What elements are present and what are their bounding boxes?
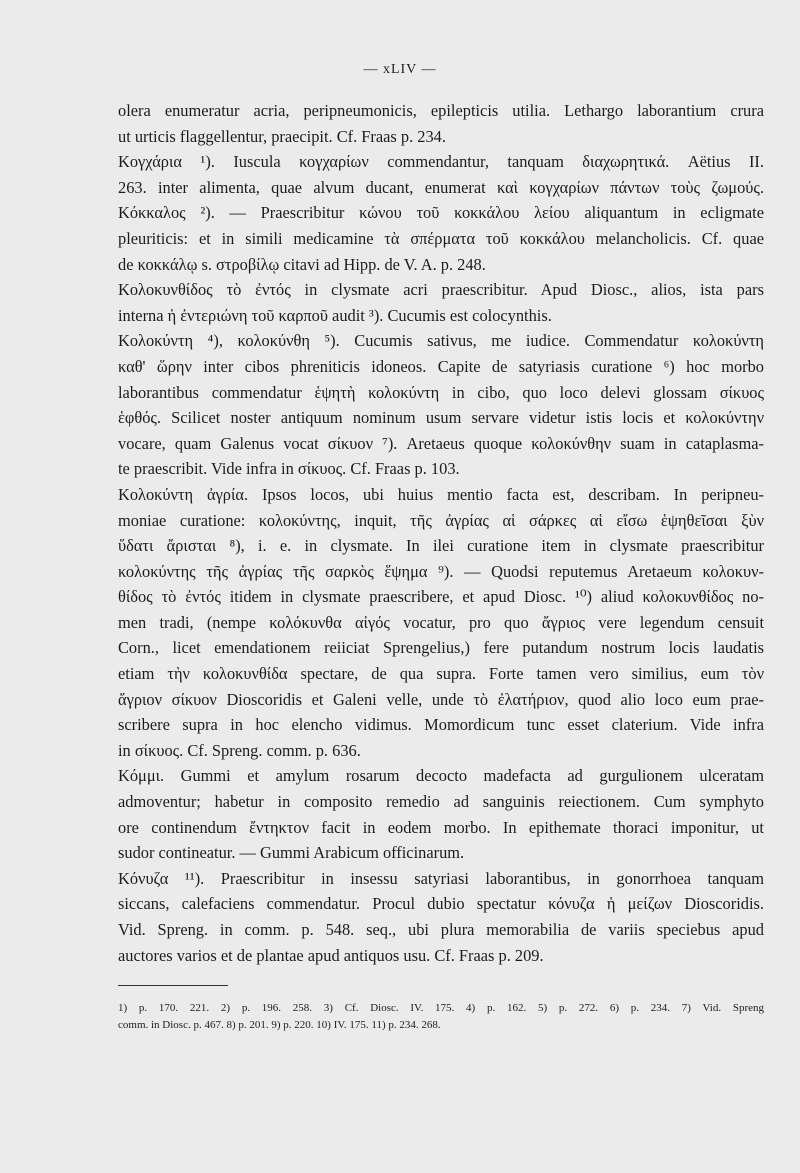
text-line: Κόμμι. Gummi et amylum rosarum decocto madefacta ad gurgulionem ulceratam bbox=[118, 766, 764, 786]
text-line: Corn., licet emendationem reiiciat Sprengelius,) fere putandum nostrum locis laudatis bbox=[118, 638, 764, 658]
text-line: 263. inter alimenta, quae alvum ducant, enumerat καὶ κογχαρίων πάντων τοὺς ζωμούς. bbox=[118, 177, 764, 197]
text-line: Κογχάρια ¹). Iuscula κογχαρίων commendantur, tanquam διαχωρητικά. Aëtius II. bbox=[118, 152, 764, 172]
text-line: καθ' ὥρην inter cibos phreniticis idoneos. Capite de satyriasis curatione ⁶) hoc morbo bbox=[118, 356, 764, 376]
text-line: moniae curatione: κολοκύντης, inquit, τῆς ἀγρίας αἱ σάρκες αἱ εἴσω ἑψηθεῖσαι ξὺν bbox=[118, 510, 764, 530]
text-line: θίδος τὸ ἐντός itidem in clysmate praescribere, et apud Diosc. ¹⁰) aliud κολοκυνθίδος no- bbox=[118, 587, 764, 607]
text-line: auctores varios et de plantae apud antiquos usu. Cf. Fraas p. 209. bbox=[118, 945, 544, 965]
text-line: ἄγριον σίκυον Dioscoridis et Galeni velle, unde τὸ ἐλατήριον, quod alio loco eum prae- bbox=[118, 689, 764, 709]
text-line: pleuriticis: et in simili medicamine τὰ σπέρματα τοῦ κοκκάλου melancholicis. Cf. quae bbox=[118, 228, 764, 248]
footnote-line: 1) p. 170. 221. 2) p. 196. 258. 3) Cf. Diosc. IV. 175. 4) p. 162. 5) p. 272. 6) p. 234. 7) Vid. Spreng bbox=[118, 1002, 764, 1014]
text-line: laborantibus commendatur ἑψητὴ κολοκύντη in cibo, quo loco delevi glossam σίκυος bbox=[118, 382, 764, 402]
main-text bbox=[118, 98, 764, 968]
text-line: ὕδατι ἄρισται ⁸), i. e. in clysmate. In ilei curatione item in clysmate praescribitur bbox=[118, 536, 764, 556]
footnote-line: comm. in Diosc. p. 467. 8) p. 201. 9) p. 220. 10) IV. 175. 11) p. 234. 268. bbox=[118, 1019, 441, 1031]
text-line: etiam τὴν κολοκυνθίδα spectare, de qua supra. Forte tamen vero similius, eum τὸν bbox=[118, 664, 764, 684]
text-line: admoventur; habetur in composito remedio ad sanguinis reiectionem. Cum symphyto bbox=[118, 792, 764, 812]
footnote-divider bbox=[118, 985, 228, 986]
page-number-header: — xLIV — bbox=[363, 62, 437, 77]
text-line: Κολοκύντη ⁴), κολοκύνθη ⁵). Cucumis sativus, me iudice. Commendatur κολοκύντη bbox=[118, 331, 764, 351]
text-line: scribere supra in hoc elencho vidimus. Momordicum tunc esset claterium. Vide infra bbox=[118, 715, 764, 735]
text-line: κολοκύντης τῆς ἀγρίας τῆς σαρκὸς ἕψημα ⁹). — Quodsi reputemus Aretaeum κολοκυν- bbox=[118, 561, 764, 581]
text-line: in σίκυος. Cf. Spreng. comm. p. 636. bbox=[118, 740, 361, 760]
text-line: sudor contineatur. — Gummi Arabicum officinarum. bbox=[118, 843, 465, 863]
text-line: siccans, calefaciens commendatur. Procul dubio spectatur κόνυζα ἡ μείζων Dioscoridis. bbox=[118, 894, 764, 914]
text-line: olera enumeratur acria, peripneumonicis, epilepticis utilia. Lethargo laborantium crura bbox=[118, 101, 764, 120]
text-line: te praescribit. Vide infra in σίκυος. Cf. Fraas p. 103. bbox=[118, 459, 460, 479]
text-line: Κολοκυνθίδος τὸ ἐντός in clysmate acri praescribitur. Apud Diosc., alios, ista pars bbox=[118, 280, 764, 300]
text-line: de κοκκάλῳ s. στροβίλῳ citavi ad Hipp. de V. A. p. 248. bbox=[118, 254, 486, 274]
text-line: ore continendum ἔντηκτον facit in eodem morbo. In epithemate thoraci imponitur, ut bbox=[118, 817, 764, 837]
text-line: Κόνυζα ¹¹). Praescribitur in insessu satyriasi laborantibus, in gonorrhoea tanquam bbox=[118, 868, 764, 888]
text-line: ἑφθός. Scilicet noster antiquum nominum usum servare videtur istis locis et κολοκύντην bbox=[118, 408, 764, 428]
text-line: Κόκκαλος ²). — Praescribitur κώνου τοῦ κοκκάλου λείου aliquantum in ecligmate bbox=[118, 203, 764, 223]
text-line: Κολοκύντη ἀγρία. Ipsos locos, ubi huius mentio facta est, describam. In peripneu- bbox=[118, 484, 764, 504]
text-line: Vid. Spreng. in comm. p. 548. seq., ubi plura memorabilia de variis speciebus apud bbox=[118, 920, 764, 939]
text-line: vocare, quam Galenus vocat σίκυον ⁷). Aretaeus quoque κολοκύνθην suam in cataplasma- bbox=[118, 433, 764, 453]
text-line: men tradi, (nempe κολόκυνθα αἰγός vocatur, pro quo ἄγριος vere legendum censuit bbox=[118, 612, 764, 632]
text-line: interna ἡ ἐντεριώνη τοῦ καρποῦ audit ³). Cucumis est colocynthis. bbox=[118, 305, 552, 325]
text-line: ut urticis flaggellentur, praecipit. Cf. Fraas p. 234. bbox=[118, 126, 446, 146]
footnotes bbox=[118, 1000, 764, 1034]
